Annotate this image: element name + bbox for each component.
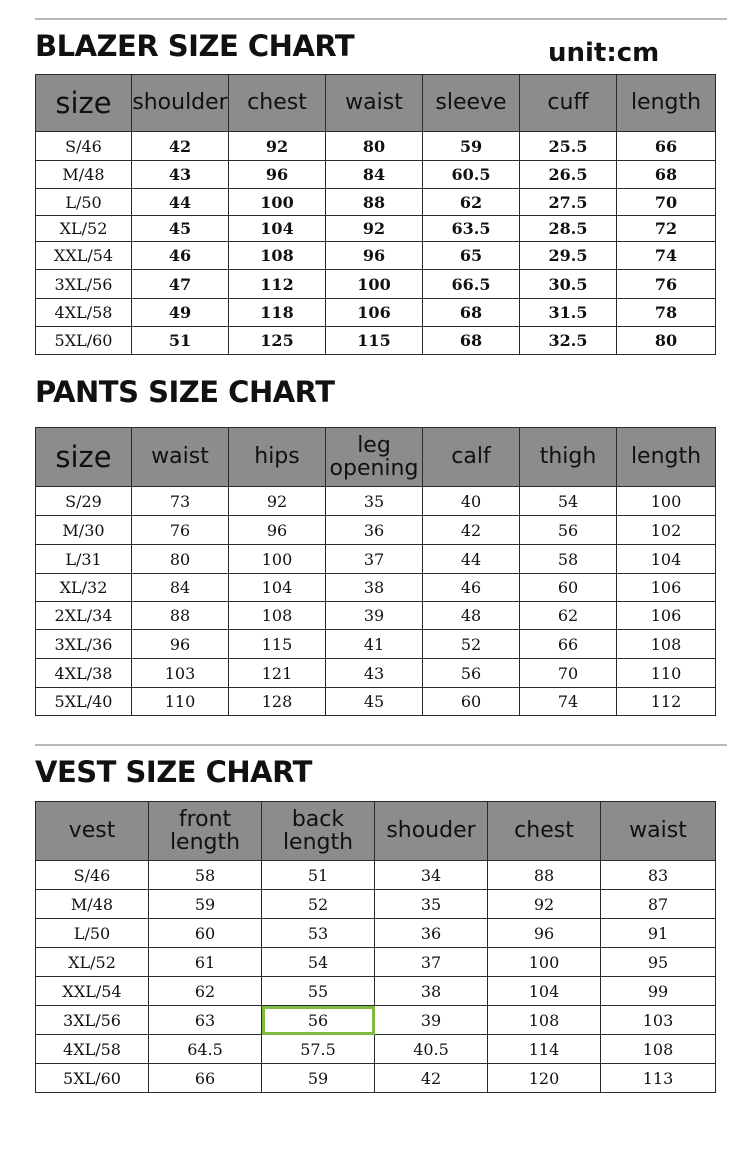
table-cell: 58 bbox=[149, 861, 262, 890]
table-row bbox=[36, 861, 716, 890]
table-cell: 108 bbox=[488, 1006, 601, 1035]
table-cell: 39 bbox=[375, 1006, 488, 1035]
table-cell: 42 bbox=[375, 1064, 488, 1093]
table-cell: 99 bbox=[601, 977, 716, 1006]
table-cell: 36 bbox=[326, 516, 423, 545]
table-row bbox=[36, 216, 716, 242]
table-row bbox=[36, 948, 716, 977]
table-cell: 52 bbox=[262, 890, 375, 919]
table-cell: 56 bbox=[423, 659, 520, 688]
table-cell: 80 bbox=[132, 545, 229, 574]
table-cell: 106 bbox=[617, 574, 716, 602]
table-cell: 40 bbox=[423, 487, 520, 516]
table-cell: 74 bbox=[617, 242, 716, 270]
table-row bbox=[36, 189, 716, 216]
table-cell: 60 bbox=[423, 688, 520, 716]
highlighted-cell: 56 bbox=[262, 1006, 375, 1035]
table-cell: 42 bbox=[132, 132, 229, 161]
table-cell: 64.5 bbox=[149, 1035, 262, 1064]
table-cell: 96 bbox=[229, 516, 326, 545]
table-cell: 59 bbox=[262, 1064, 375, 1093]
table-cell: 54 bbox=[262, 948, 375, 977]
size-cell: L/50 bbox=[36, 189, 132, 216]
table-cell: 60.5 bbox=[423, 161, 520, 189]
column-header: length bbox=[617, 428, 716, 487]
table-cell: 112 bbox=[617, 688, 716, 716]
column-header: front length bbox=[149, 802, 262, 861]
table-cell: 68 bbox=[423, 327, 520, 355]
table-cell: 66 bbox=[149, 1064, 262, 1093]
table-row bbox=[36, 1006, 716, 1035]
table-cell: 70 bbox=[520, 659, 617, 688]
table-cell: 76 bbox=[617, 270, 716, 299]
column-header: waist bbox=[601, 802, 716, 861]
table-cell: 41 bbox=[326, 630, 423, 659]
table-cell: 51 bbox=[132, 327, 229, 355]
table-cell: 66 bbox=[520, 630, 617, 659]
table-cell: 32.5 bbox=[520, 327, 617, 355]
table-cell: 84 bbox=[326, 161, 423, 189]
column-header: length bbox=[617, 75, 716, 132]
table-cell: 92 bbox=[229, 132, 326, 161]
table-cell: 80 bbox=[326, 132, 423, 161]
table-cell: 118 bbox=[229, 299, 326, 327]
table-cell: 46 bbox=[132, 242, 229, 270]
table-cell: 100 bbox=[229, 545, 326, 574]
table-cell: 104 bbox=[229, 216, 326, 242]
table-cell: 108 bbox=[601, 1035, 716, 1064]
table-cell: 62 bbox=[520, 602, 617, 630]
table-cell: 66.5 bbox=[423, 270, 520, 299]
table-cell: 62 bbox=[423, 189, 520, 216]
table-header-row bbox=[36, 428, 716, 487]
table-row bbox=[36, 487, 716, 516]
top-divider bbox=[35, 18, 727, 20]
size-cell: XL/52 bbox=[36, 948, 149, 977]
table-cell: 92 bbox=[326, 216, 423, 242]
table-cell: 95 bbox=[601, 948, 716, 977]
table-cell: 47 bbox=[132, 270, 229, 299]
pants-title: PANTS SIZE CHART bbox=[35, 375, 335, 409]
table-row bbox=[36, 161, 716, 189]
column-header: leg opening bbox=[326, 428, 423, 487]
table-cell: 102 bbox=[617, 516, 716, 545]
vest-title: VEST SIZE CHART bbox=[35, 755, 312, 789]
column-header: sleeve bbox=[423, 75, 520, 132]
table-cell: 104 bbox=[488, 977, 601, 1006]
table-row bbox=[36, 132, 716, 161]
table-cell: 91 bbox=[601, 919, 716, 948]
table-cell: 125 bbox=[229, 327, 326, 355]
size-cell: 2XL/34 bbox=[36, 602, 132, 630]
table-cell: 54 bbox=[520, 487, 617, 516]
table-cell: 96 bbox=[488, 919, 601, 948]
table-row bbox=[36, 919, 716, 948]
size-cell: M/48 bbox=[36, 890, 149, 919]
table-row bbox=[36, 242, 716, 270]
table-row bbox=[36, 688, 716, 716]
column-header: hips bbox=[229, 428, 326, 487]
size-cell: S/46 bbox=[36, 132, 132, 161]
size-cell: 4XL/58 bbox=[36, 299, 132, 327]
table-cell: 42 bbox=[423, 516, 520, 545]
table-cell: 108 bbox=[617, 630, 716, 659]
table-cell: 112 bbox=[229, 270, 326, 299]
table-cell: 52 bbox=[423, 630, 520, 659]
table-cell: 121 bbox=[229, 659, 326, 688]
size-cell: 5XL/60 bbox=[36, 1064, 149, 1093]
table-cell: 73 bbox=[132, 487, 229, 516]
size-cell: M/30 bbox=[36, 516, 132, 545]
table-cell: 100 bbox=[617, 487, 716, 516]
table-cell: 66 bbox=[617, 132, 716, 161]
table-cell: 68 bbox=[617, 161, 716, 189]
column-header: waist bbox=[326, 75, 423, 132]
table-cell: 70 bbox=[617, 189, 716, 216]
table-cell: 58 bbox=[520, 545, 617, 574]
pants-size-table bbox=[35, 427, 716, 716]
table-cell: 44 bbox=[423, 545, 520, 574]
table-cell: 43 bbox=[132, 161, 229, 189]
table-cell: 57.5 bbox=[262, 1035, 375, 1064]
table-cell: 76 bbox=[132, 516, 229, 545]
table-cell: 65 bbox=[423, 242, 520, 270]
table-cell: 45 bbox=[132, 216, 229, 242]
table-row bbox=[36, 602, 716, 630]
size-cell: XL/52 bbox=[36, 216, 132, 242]
vest-size-table bbox=[35, 801, 716, 1093]
table-cell: 39 bbox=[326, 602, 423, 630]
table-cell: 128 bbox=[229, 688, 326, 716]
table-row bbox=[36, 890, 716, 919]
table-cell: 30.5 bbox=[520, 270, 617, 299]
column-header: back length bbox=[262, 802, 375, 861]
table-cell: 108 bbox=[229, 242, 326, 270]
size-cell: 3XL/56 bbox=[36, 1006, 149, 1035]
table-cell: 88 bbox=[488, 861, 601, 890]
table-cell: 106 bbox=[617, 602, 716, 630]
blazer-title: BLAZER SIZE CHART bbox=[35, 29, 355, 63]
table-row bbox=[36, 659, 716, 688]
table-cell: 115 bbox=[326, 327, 423, 355]
table-cell: 88 bbox=[326, 189, 423, 216]
size-cell: L/50 bbox=[36, 919, 149, 948]
table-header-row bbox=[36, 802, 716, 861]
table-cell: 108 bbox=[229, 602, 326, 630]
table-cell: 37 bbox=[375, 948, 488, 977]
size-cell: 4XL/38 bbox=[36, 659, 132, 688]
table-cell: 62 bbox=[149, 977, 262, 1006]
table-cell: 106 bbox=[326, 299, 423, 327]
table-cell: 92 bbox=[488, 890, 601, 919]
column-header: vest bbox=[36, 802, 149, 861]
column-header: shouder bbox=[375, 802, 488, 861]
table-cell: 100 bbox=[326, 270, 423, 299]
table-cell: 83 bbox=[601, 861, 716, 890]
table-cell: 43 bbox=[326, 659, 423, 688]
table-row bbox=[36, 327, 716, 355]
unit-label: unit:cm bbox=[548, 38, 660, 68]
table-cell: 103 bbox=[132, 659, 229, 688]
table-cell: 96 bbox=[132, 630, 229, 659]
table-cell: 37 bbox=[326, 545, 423, 574]
table-cell: 114 bbox=[488, 1035, 601, 1064]
table-cell: 120 bbox=[488, 1064, 601, 1093]
table-cell: 60 bbox=[520, 574, 617, 602]
column-header: shoulder bbox=[132, 75, 229, 132]
table-cell: 59 bbox=[423, 132, 520, 161]
table-cell: 110 bbox=[617, 659, 716, 688]
column-header: waist bbox=[132, 428, 229, 487]
size-cell: S/46 bbox=[36, 861, 149, 890]
size-cell: 4XL/58 bbox=[36, 1035, 149, 1064]
table-header-row bbox=[36, 75, 716, 132]
section-divider bbox=[35, 744, 727, 746]
table-row bbox=[36, 1064, 716, 1093]
table-cell: 87 bbox=[601, 890, 716, 919]
table-cell: 92 bbox=[229, 487, 326, 516]
table-cell: 63.5 bbox=[423, 216, 520, 242]
table-cell: 56 bbox=[520, 516, 617, 545]
table-cell: 80 bbox=[617, 327, 716, 355]
size-cell: 3XL/56 bbox=[36, 270, 132, 299]
table-cell: 38 bbox=[326, 574, 423, 602]
column-header: thigh bbox=[520, 428, 617, 487]
table-row bbox=[36, 545, 716, 574]
table-cell: 72 bbox=[617, 216, 716, 242]
table-cell: 60 bbox=[149, 919, 262, 948]
size-cell: M/48 bbox=[36, 161, 132, 189]
table-cell: 35 bbox=[375, 890, 488, 919]
size-cell: XXL/54 bbox=[36, 977, 149, 1006]
column-header: size bbox=[36, 75, 132, 132]
column-header: size bbox=[36, 428, 132, 487]
table-cell: 38 bbox=[375, 977, 488, 1006]
table-cell: 61 bbox=[149, 948, 262, 977]
size-cell: 5XL/60 bbox=[36, 327, 132, 355]
column-header: calf bbox=[423, 428, 520, 487]
table-cell: 113 bbox=[601, 1064, 716, 1093]
table-cell: 31.5 bbox=[520, 299, 617, 327]
table-cell: 104 bbox=[229, 574, 326, 602]
size-cell: S/29 bbox=[36, 487, 132, 516]
table-cell: 55 bbox=[262, 977, 375, 1006]
table-cell: 53 bbox=[262, 919, 375, 948]
column-header: chest bbox=[488, 802, 601, 861]
table-cell: 115 bbox=[229, 630, 326, 659]
table-row bbox=[36, 630, 716, 659]
table-cell: 29.5 bbox=[520, 242, 617, 270]
table-cell: 63 bbox=[149, 1006, 262, 1035]
table-cell: 68 bbox=[423, 299, 520, 327]
table-cell: 104 bbox=[617, 545, 716, 574]
column-header: chest bbox=[229, 75, 326, 132]
column-header: cuff bbox=[520, 75, 617, 132]
size-cell: 5XL/40 bbox=[36, 688, 132, 716]
table-cell: 28.5 bbox=[520, 216, 617, 242]
table-cell: 84 bbox=[132, 574, 229, 602]
table-cell: 34 bbox=[375, 861, 488, 890]
table-row bbox=[36, 977, 716, 1006]
table-cell: 96 bbox=[326, 242, 423, 270]
table-cell: 100 bbox=[488, 948, 601, 977]
table-row bbox=[36, 516, 716, 545]
table-row bbox=[36, 299, 716, 327]
table-cell: 36 bbox=[375, 919, 488, 948]
table-cell: 110 bbox=[132, 688, 229, 716]
table-cell: 59 bbox=[149, 890, 262, 919]
table-cell: 26.5 bbox=[520, 161, 617, 189]
blazer-size-table bbox=[35, 74, 716, 355]
size-cell: XXL/54 bbox=[36, 242, 132, 270]
table-cell: 51 bbox=[262, 861, 375, 890]
table-cell: 74 bbox=[520, 688, 617, 716]
table-cell: 100 bbox=[229, 189, 326, 216]
size-cell: L/31 bbox=[36, 545, 132, 574]
table-cell: 27.5 bbox=[520, 189, 617, 216]
table-cell: 46 bbox=[423, 574, 520, 602]
table-cell: 44 bbox=[132, 189, 229, 216]
table-row bbox=[36, 1035, 716, 1064]
table-cell: 96 bbox=[229, 161, 326, 189]
table-cell: 35 bbox=[326, 487, 423, 516]
table-cell: 45 bbox=[326, 688, 423, 716]
table-cell: 49 bbox=[132, 299, 229, 327]
table-row bbox=[36, 574, 716, 602]
table-row bbox=[36, 270, 716, 299]
size-cell: XL/32 bbox=[36, 574, 132, 602]
table-cell: 48 bbox=[423, 602, 520, 630]
table-cell: 40.5 bbox=[375, 1035, 488, 1064]
size-cell: 3XL/36 bbox=[36, 630, 132, 659]
table-cell: 103 bbox=[601, 1006, 716, 1035]
table-cell: 88 bbox=[132, 602, 229, 630]
table-cell: 78 bbox=[617, 299, 716, 327]
table-cell: 25.5 bbox=[520, 132, 617, 161]
